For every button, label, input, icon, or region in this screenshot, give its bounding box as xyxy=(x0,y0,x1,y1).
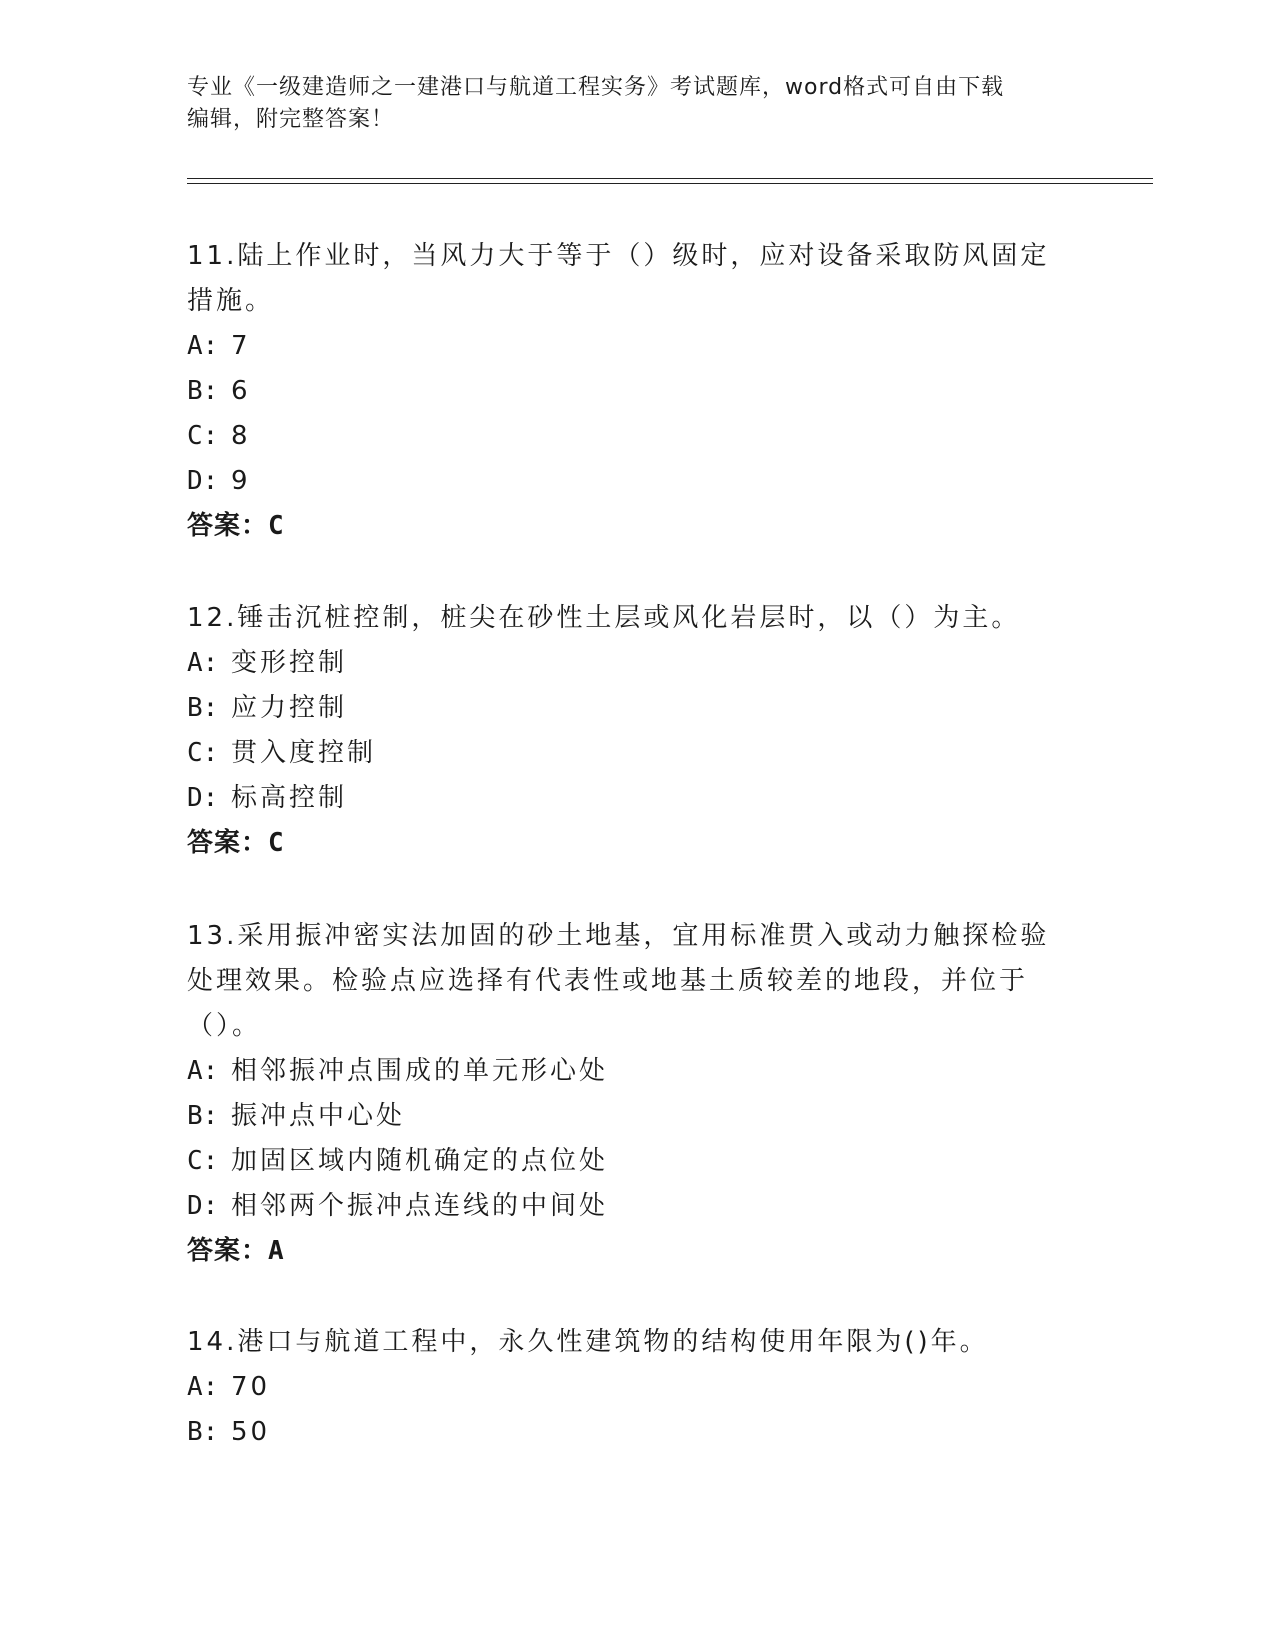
option-a xyxy=(187,641,1067,686)
option-text: 9 xyxy=(231,466,251,496)
option-text: 6 xyxy=(231,376,251,406)
option-text: 7 xyxy=(231,331,251,361)
option-text: 加固区域内随机确定的点位处 xyxy=(231,1146,609,1176)
question-14 xyxy=(187,1320,1067,1455)
answer-line xyxy=(187,821,1067,866)
option-letter: D: xyxy=(187,1191,219,1221)
option-text: 振冲点中心处 xyxy=(231,1101,406,1131)
question-11 xyxy=(187,234,1067,549)
answer-value: C xyxy=(268,828,285,858)
option-letter: D: xyxy=(187,783,219,813)
question-stem: 12.锤击沉桩控制，桩尖在砂性土层或风化岩层时，以（）为主。 xyxy=(187,603,1021,633)
option-text: 相邻两个振冲点连线的中间处 xyxy=(231,1191,609,1221)
option-letter: A: xyxy=(187,1372,219,1402)
option-b xyxy=(187,1410,1067,1455)
option-b xyxy=(187,686,1067,731)
answer-value: C xyxy=(268,511,285,541)
option-b xyxy=(187,369,1067,414)
option-letter: D: xyxy=(187,466,219,496)
answer-value: A xyxy=(268,1236,285,1266)
option-letter: A: xyxy=(187,1056,219,1086)
answer-label: 答案： xyxy=(187,511,269,541)
option-text: 应力控制 xyxy=(231,693,348,723)
option-letter: B: xyxy=(187,693,219,723)
option-c xyxy=(187,414,1067,459)
question-13 xyxy=(187,914,1067,1274)
header-line-1: 专业《一级建造师之一建港口与航道工程实务》考试题库，word格式可自由下载 xyxy=(187,75,1005,100)
option-d xyxy=(187,1184,1067,1229)
question-12 xyxy=(187,596,1067,866)
question-stem: 14.港口与航道工程中，永久性建筑物的结构使用年限为()年。 xyxy=(187,1327,989,1357)
option-c xyxy=(187,731,1067,776)
header-divider-top xyxy=(187,178,1153,179)
option-a xyxy=(187,1365,1067,1410)
option-b xyxy=(187,1094,1067,1139)
answer-line xyxy=(187,1229,1067,1274)
option-text: 8 xyxy=(231,421,251,451)
option-a xyxy=(187,324,1067,369)
option-a xyxy=(187,1049,1067,1094)
option-letter: C: xyxy=(187,421,219,451)
option-text: 标高控制 xyxy=(231,783,348,813)
option-text: 50 xyxy=(231,1417,271,1447)
answer-label: 答案： xyxy=(187,828,269,858)
question-stem: 13.采用振冲密实法加固的砂土地基，宜用标准贯入或动力触探检验处理效果。检验点应选择有代表性或地基土质较差的地段，并位于（）。 xyxy=(187,921,1050,1041)
option-letter: B: xyxy=(187,376,219,406)
option-letter: C: xyxy=(187,738,219,768)
option-text: 相邻振冲点围成的单元形心处 xyxy=(231,1056,609,1086)
option-text: 变形控制 xyxy=(231,648,348,678)
option-text: 贯入度控制 xyxy=(231,738,377,768)
answer-line xyxy=(187,504,1067,549)
option-c xyxy=(187,1139,1067,1184)
option-letter: C: xyxy=(187,1146,219,1176)
document-header xyxy=(187,72,1067,136)
option-letter: B: xyxy=(187,1417,219,1447)
option-letter: A: xyxy=(187,331,219,361)
option-text: 70 xyxy=(231,1372,271,1402)
header-line-2: 编辑，附完整答案！ xyxy=(187,107,395,132)
question-stem: 11.陆上作业时，当风力大于等于（）级时，应对设备采取防风固定措施。 xyxy=(187,241,1050,316)
option-d xyxy=(187,776,1067,821)
answer-label: 答案： xyxy=(187,1236,269,1266)
option-letter: A: xyxy=(187,648,219,678)
option-letter: B: xyxy=(187,1101,219,1131)
header-divider-bottom xyxy=(187,183,1153,184)
option-d xyxy=(187,459,1067,504)
